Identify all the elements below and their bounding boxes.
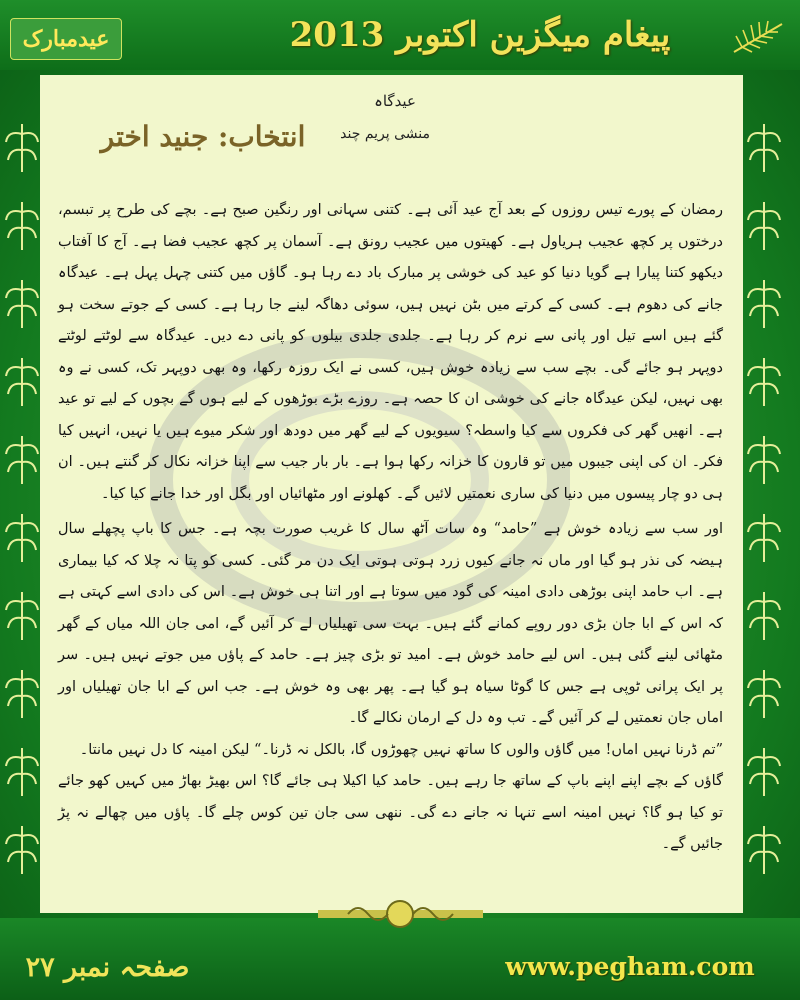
side-ornament-icon [2, 432, 42, 488]
side-ornament-icon [744, 120, 784, 176]
left-ornament-column [2, 120, 42, 900]
side-ornament-icon [744, 588, 784, 644]
side-ornament-icon [744, 744, 784, 800]
side-ornament-icon [2, 276, 42, 332]
side-ornament-icon [744, 822, 784, 878]
side-ornament-icon [744, 432, 784, 488]
side-ornament-icon [2, 120, 42, 176]
side-ornament-icon [2, 744, 42, 800]
paragraph: اور سب سے زیادہ خوش ہے ”حامد“ وہ سات آٹھ سال کا غریب صورت بچہ ہے۔ جس کا باپ پچھلے سال ہیضہ کی نذر ہو گیا اور ماں نہ جانے کیوں زرد ہوتی ہوتی ایک دن مر گئی۔ کسی کو پتا نہ چلا کہ کیا بیماری ہے۔ اب حامد اپنی بوڑھی دادی امینہ کی گود میں سوتا ہے اور اتنا ہی خوش ہے۔ اس کی دادی اسے کہتی ہے کہ اس کے ابا جان بڑی دور روپے کمانے گئے ہیں۔ بہت سی تھیلیاں لے کر آئیں گے، امی جان اللہ میاں کے گھر مٹھائی لینے گئی ہیں۔ اس لیے حامد خوش ہے۔ امید تو بڑی چیز ہے۔ حامد کے پاؤں میں جوتے نہیں ہیں۔ سر پر ایک پرانی ٹوپی ہے جس کا گوٹا سیاہ ہو گیا ہے۔ پھر بھی وہ خوش ہے۔ جب اس کے ابا جان تھیلیاں اور اماں جان نعمتیں لے کر آئیں گے۔ تب وہ دل کے ارمان نکالے گا۔ [58, 521, 723, 726]
selection-credit: انتخاب: جنید اختر [100, 120, 306, 153]
side-ornament-icon [744, 510, 784, 566]
side-ornament-icon [2, 510, 42, 566]
palm-leaf-icon [728, 18, 786, 58]
side-ornament-icon [2, 588, 42, 644]
article-title: عیدگاہ [374, 92, 416, 110]
right-ornament-column [744, 120, 784, 900]
side-ornament-icon [2, 666, 42, 722]
eid-mubarak-badge: عیدمبارک [10, 18, 122, 60]
paragraph: گاؤں کے بچے اپنے اپنے باپ کے ساتھ جا رہے ہیں۔ حامد کیا اکیلا ہی جائے گا؟ اس بھیڑ بھاڑ میں کہیں کھو جائے تو کیا ہو گا؟ نہیں امینہ اسے تنہا نہ جانے دے گی۔ ننھی سی جان تین کوس چلے گا۔ پاؤں میں چھالے نہ پڑ جائیں گے۔ [58, 773, 723, 852]
magazine-title: پیغام میگزین اکتوبر 2013 [289, 15, 671, 55]
article-author: منشی پریم چند [340, 126, 430, 142]
side-ornament-icon [2, 354, 42, 410]
website-url: www.pegham.com [505, 952, 755, 981]
article-body [58, 195, 723, 895]
paragraph: ”تم ڈرنا نہیں اماں! میں گاؤں والوں کا ساتھ نہیں چھوڑوں گا، بالکل نہ ڈرنا۔“ لیکن امینہ کا دل نہیں مانتا۔ [79, 741, 723, 758]
side-ornament-icon [744, 276, 784, 332]
side-ornament-icon [744, 354, 784, 410]
paragraph: رمضان کے پورے تیس روزوں کے بعد آج عید آئی ہے۔ کتنی سہانی اور رنگین صبح ہے۔ بچے کی طرح پر تبسم، درختوں پر کچھ عجیب ہریاول ہے۔ کھیتوں میں عجیب رونق ہے۔ آسمان پر کچھ عجیب فضا ہے۔ آج کا آفتاب دیکھو کتنا پیارا ہے گویا دنیا کو عید کی خوشی پر مبارک باد دے رہا ہو۔ گاؤں میں کتنی چہل پہل ہے۔ عیدگاہ جانے کی دھوم ہے۔ کسی کے کرتے میں بٹن نہیں ہیں، سوئی دھاگہ لینے جا رہا ہے۔ کسی کے جوتے سخت ہو گئے ہیں اسے تیل اور پانی سے نرم کر رہا ہے۔ جلدی جلدی بیلوں کو پانی دے دیں۔ عیدگاہ سے لوٹتے لوٹتے دوپہر ہو جائے گی۔ بچے سب سے زیادہ خوش ہیں، کسی نے ایک روزہ رکھا، وہ بھی دوپہر تک، کسی نے وہ بھی نہیں، لیکن عیدگاہ جانے کی خوشی ان کا حصہ ہے۔ روزے بڑے بوڑھوں کے لیے ہوں گے بچوں کے لیے تو عید ہے۔ انھیں گھر کی فکروں سے کیا واسطہ؟ سیویوں کے لیے گھر میں دودھ اور شکر میوے ہیں یا نہیں، انہیں کیا فکر۔ ان کی اپنی جیبوں میں تو قارون کا خزانہ رکھا ہوا ہے۔ بار بار جیب سے اپنا خزانہ نکال کر گنتے ہیں۔ ان ہی دو چار پیسوں میں دنیا کی ساری نعمتیں لائیں گے۔ کھلونے اور مٹھائیاں اور بگل اور خدا جانے کیا کیا۔ [58, 202, 723, 502]
side-ornament-icon [2, 198, 42, 254]
side-ornament-icon [744, 666, 784, 722]
side-ornament-icon [744, 198, 784, 254]
side-ornament-icon [2, 822, 42, 878]
page-number: صفحہ نمبر ۲۷ [25, 952, 190, 983]
scroll-ornament-icon [318, 898, 483, 930]
